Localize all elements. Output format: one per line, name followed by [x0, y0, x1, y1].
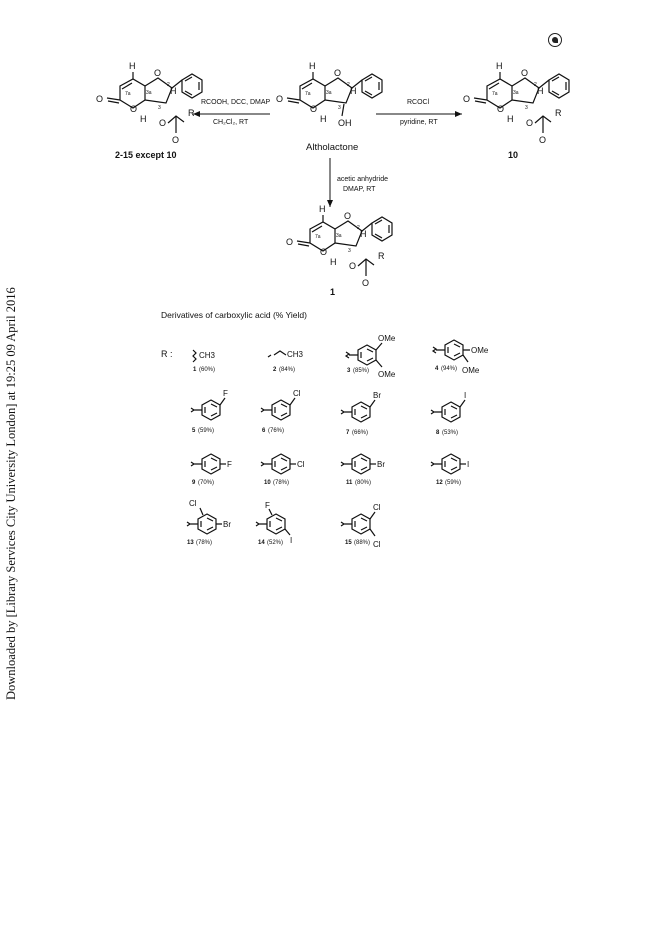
svg-text:OMe: OMe	[471, 346, 489, 355]
svg-text:F: F	[265, 501, 270, 510]
svg-text:R: R	[378, 251, 385, 261]
svg-text:H: H	[507, 114, 514, 124]
derivative-13	[187, 499, 231, 546]
svg-text:(84%): (84%)	[279, 367, 296, 373]
derivative-8	[431, 391, 466, 436]
svg-text:2: 2	[273, 367, 277, 373]
svg-text:O: O	[159, 118, 167, 128]
atom-label: O	[334, 68, 342, 78]
atom-label: H	[309, 61, 316, 71]
derivative-6	[261, 389, 301, 434]
svg-text:10: 10	[264, 480, 271, 486]
svg-text:O: O	[497, 104, 505, 114]
svg-text:H: H	[496, 61, 503, 71]
download-watermark-text: Downloaded by [Library Services City University London] at 19:25 09 April 2016	[4, 287, 18, 700]
svg-text:R: R	[188, 108, 195, 118]
svg-text:3: 3	[347, 368, 351, 374]
derivative-4	[433, 340, 489, 375]
svg-text:H: H	[319, 204, 326, 214]
svg-text:7a: 7a	[492, 91, 498, 97]
svg-text:O: O	[96, 94, 104, 104]
derivative-9	[191, 454, 232, 486]
svg-text:15: 15	[345, 540, 352, 546]
svg-text:7a: 7a	[315, 234, 321, 240]
position-label: 7a	[305, 91, 311, 97]
svg-text:(94%): (94%)	[441, 366, 458, 372]
right-product-label: 10	[508, 150, 519, 160]
svg-text:(85%): (85%)	[353, 368, 370, 374]
left-product-structure	[96, 61, 202, 145]
bottom-product-structure	[286, 204, 392, 288]
derivative-11	[341, 454, 385, 486]
atom-label: H	[320, 114, 327, 124]
svg-text:H: H	[129, 61, 136, 71]
svg-text:Cl: Cl	[373, 540, 381, 549]
atom-label: O	[310, 104, 318, 114]
svg-text:6: 6	[262, 428, 266, 434]
center-compound-label: Altholactone	[306, 142, 359, 153]
svg-text:3: 3	[158, 105, 161, 111]
svg-text:OMe: OMe	[378, 370, 396, 379]
svg-text:1: 1	[193, 367, 197, 373]
svg-text:H: H	[360, 229, 367, 239]
svg-text:F: F	[223, 389, 228, 398]
svg-text:O: O	[463, 94, 471, 104]
svg-text:(70%): (70%)	[198, 480, 215, 486]
svg-text:(88%): (88%)	[354, 540, 371, 546]
svg-text:(78%): (78%)	[273, 480, 290, 486]
svg-text:5: 5	[192, 428, 196, 434]
position-label: 2	[347, 82, 350, 88]
svg-text:O: O	[154, 68, 162, 78]
derivative-10	[261, 454, 305, 486]
svg-text:OMe: OMe	[462, 366, 480, 375]
svg-text:I: I	[290, 536, 293, 545]
svg-text:(53%): (53%)	[442, 430, 459, 436]
svg-text:(60%): (60%)	[199, 367, 216, 373]
derivative-1	[193, 350, 216, 373]
svg-text:H: H	[140, 114, 147, 124]
svg-text:H: H	[330, 257, 337, 267]
svg-text:O: O	[349, 261, 357, 271]
svg-text:11: 11	[346, 480, 353, 486]
svg-text:Cl: Cl	[293, 389, 301, 398]
svg-text:7: 7	[346, 430, 350, 436]
right-product-structure	[463, 61, 569, 145]
derivative-14	[256, 501, 292, 546]
svg-text:O: O	[130, 104, 138, 114]
right-conditions-line2: pyridine, RT	[400, 119, 438, 126]
atom-label: OH	[338, 118, 352, 128]
derivative-3	[346, 334, 396, 379]
svg-text:Cl: Cl	[189, 499, 197, 508]
svg-text:13: 13	[187, 540, 194, 546]
svg-text:12: 12	[436, 480, 443, 486]
svg-text:H: H	[537, 86, 544, 96]
r-label: R :	[161, 349, 173, 359]
svg-text:(76%): (76%)	[268, 428, 285, 434]
svg-text:Br: Br	[373, 391, 381, 400]
left-product-label: 2-15 except 10	[115, 150, 177, 160]
down-conditions-line2: DMAP, RT	[343, 186, 376, 193]
bottom-product-label: 1	[330, 287, 336, 297]
svg-text:(78%): (78%)	[196, 540, 213, 546]
svg-text:O: O	[521, 68, 529, 78]
derivatives-title: Derivatives of carboxylic acid (% Yield)	[161, 310, 307, 320]
svg-text:O: O	[286, 237, 294, 247]
svg-text:O: O	[526, 118, 534, 128]
svg-text:(80%): (80%)	[355, 480, 372, 486]
svg-text:2: 2	[167, 82, 170, 88]
svg-text:I: I	[464, 391, 467, 400]
altholactone-structure	[276, 61, 382, 128]
atom-label: O	[276, 94, 284, 104]
derivative-15	[341, 503, 381, 549]
svg-text:3a: 3a	[513, 90, 519, 96]
svg-text:OMe: OMe	[378, 334, 396, 343]
derivative-7	[341, 391, 381, 436]
derivative-5	[191, 389, 228, 434]
svg-text:H: H	[170, 86, 177, 96]
svg-text:O: O	[539, 135, 547, 145]
position-label: 3	[338, 105, 341, 111]
svg-text:3a: 3a	[336, 233, 342, 239]
svg-text:9: 9	[192, 480, 196, 486]
left-conditions-line2: CH₂Cl₂, RT	[213, 119, 249, 126]
svg-text:Cl: Cl	[297, 460, 305, 469]
right-conditions-line1: RCOCl	[407, 99, 430, 106]
svg-text:O: O	[344, 211, 352, 221]
svg-text:I: I	[467, 460, 470, 469]
svg-text:F: F	[227, 460, 232, 469]
derivative-2	[268, 350, 304, 373]
atom-label: H	[350, 86, 357, 96]
svg-text:Cl: Cl	[373, 503, 381, 512]
svg-text:(59%): (59%)	[198, 428, 215, 434]
svg-text:7a: 7a	[125, 91, 131, 97]
svg-text:(59%): (59%)	[445, 480, 462, 486]
position-label: 3a	[326, 90, 332, 96]
svg-text:14: 14	[258, 540, 265, 546]
svg-text:CH3: CH3	[199, 351, 216, 360]
svg-text:8: 8	[436, 430, 440, 436]
svg-text:Br: Br	[377, 460, 385, 469]
svg-text:2: 2	[357, 225, 360, 231]
svg-text:Br: Br	[223, 520, 231, 529]
down-conditions-line1: acetic anhydride	[337, 176, 388, 183]
svg-text:CH3: CH3	[287, 350, 304, 359]
svg-text:(52%): (52%)	[267, 540, 284, 546]
svg-text:3: 3	[348, 248, 351, 254]
svg-text:(66%): (66%)	[352, 430, 369, 436]
svg-text:R: R	[555, 108, 562, 118]
svg-text:3: 3	[525, 105, 528, 111]
svg-text:3a: 3a	[146, 90, 152, 96]
svg-text:2: 2	[534, 82, 537, 88]
svg-text:4: 4	[435, 366, 439, 372]
svg-text:O: O	[172, 135, 180, 145]
svg-text:O: O	[320, 247, 328, 257]
svg-text:O: O	[362, 278, 370, 288]
derivative-12	[431, 454, 469, 486]
left-conditions-line1: RCOOH, DCC, DMAP	[201, 99, 271, 106]
